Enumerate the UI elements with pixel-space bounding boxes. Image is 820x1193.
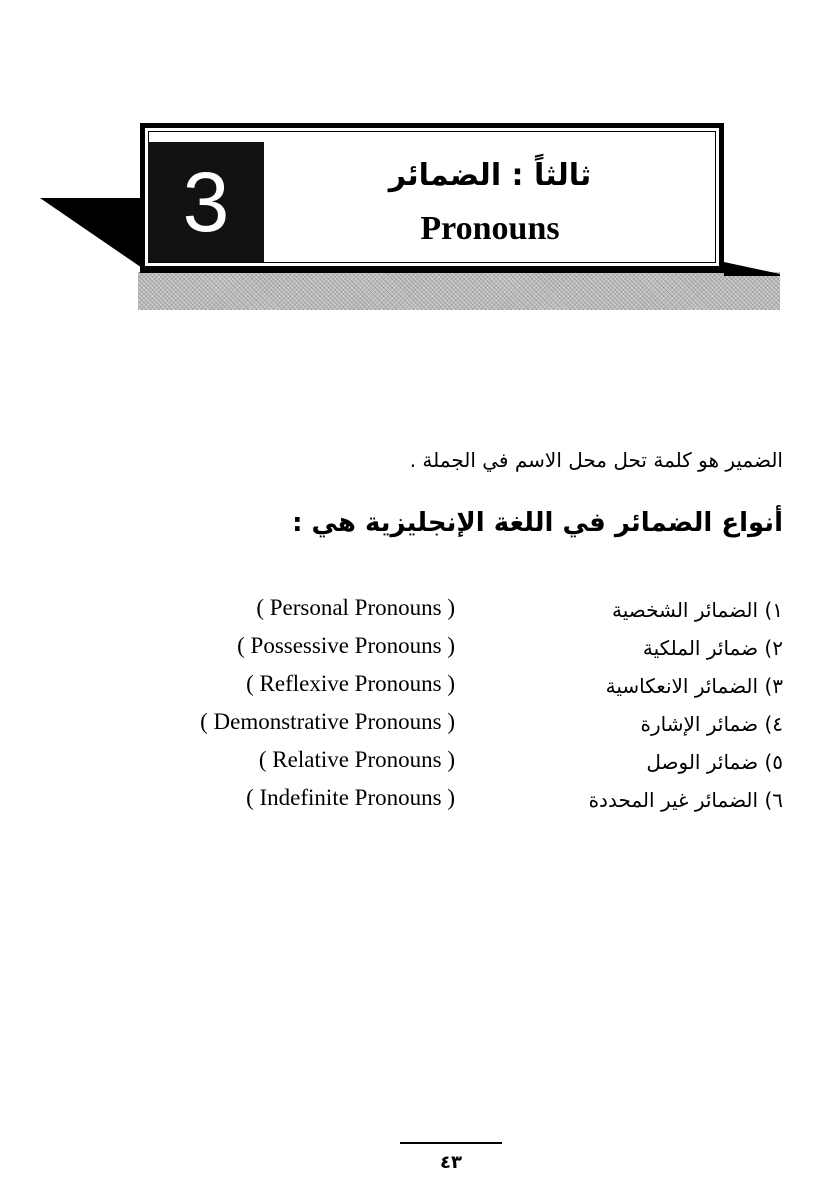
- types-list-english: [200, 589, 455, 817]
- list-item: ( Personal Pronouns ): [256, 595, 455, 620]
- definition-text: الضمير هو كلمة تحل محل الاسم في الجملة .: [409, 448, 783, 472]
- types-list-arabic: [589, 591, 783, 819]
- list-item: ( Possessive Pronouns ): [237, 633, 455, 658]
- shaded-band: [138, 272, 780, 310]
- list-item: ١) الضمائر الشخصية: [611, 598, 783, 622]
- list-item: ( Indefinite Pronouns ): [246, 785, 455, 810]
- list-item: ٢) ضمائر الملكية: [642, 636, 783, 660]
- frame-shadow: [724, 262, 780, 276]
- list-item: ( Relative Pronouns ): [258, 747, 455, 772]
- footer-rule: [400, 1142, 502, 1144]
- list-item: ٤) ضمائر الإشارة: [640, 712, 783, 736]
- page-number: ٤٣: [440, 1152, 462, 1173]
- list-item: ( Reflexive Pronouns ): [246, 671, 455, 696]
- pointer-triangle: [40, 190, 145, 270]
- chapter-number: 3: [148, 142, 264, 262]
- list-item: ( Demonstrative Pronouns ): [200, 709, 455, 734]
- types-heading: أنواع الضمائر في اللغة الإنجليزية هي :: [292, 508, 783, 538]
- chapter-title-english: Pronouns: [420, 210, 560, 247]
- list-item: ٥) ضمائر الوصل: [646, 750, 783, 774]
- chapter-title-arabic: ثالثاً : الضمائر: [388, 158, 592, 193]
- list-item: ٦) الضمائر غير المحددة: [588, 788, 783, 812]
- list-item: ٣) الضمائر الانعكاسية: [605, 674, 783, 698]
